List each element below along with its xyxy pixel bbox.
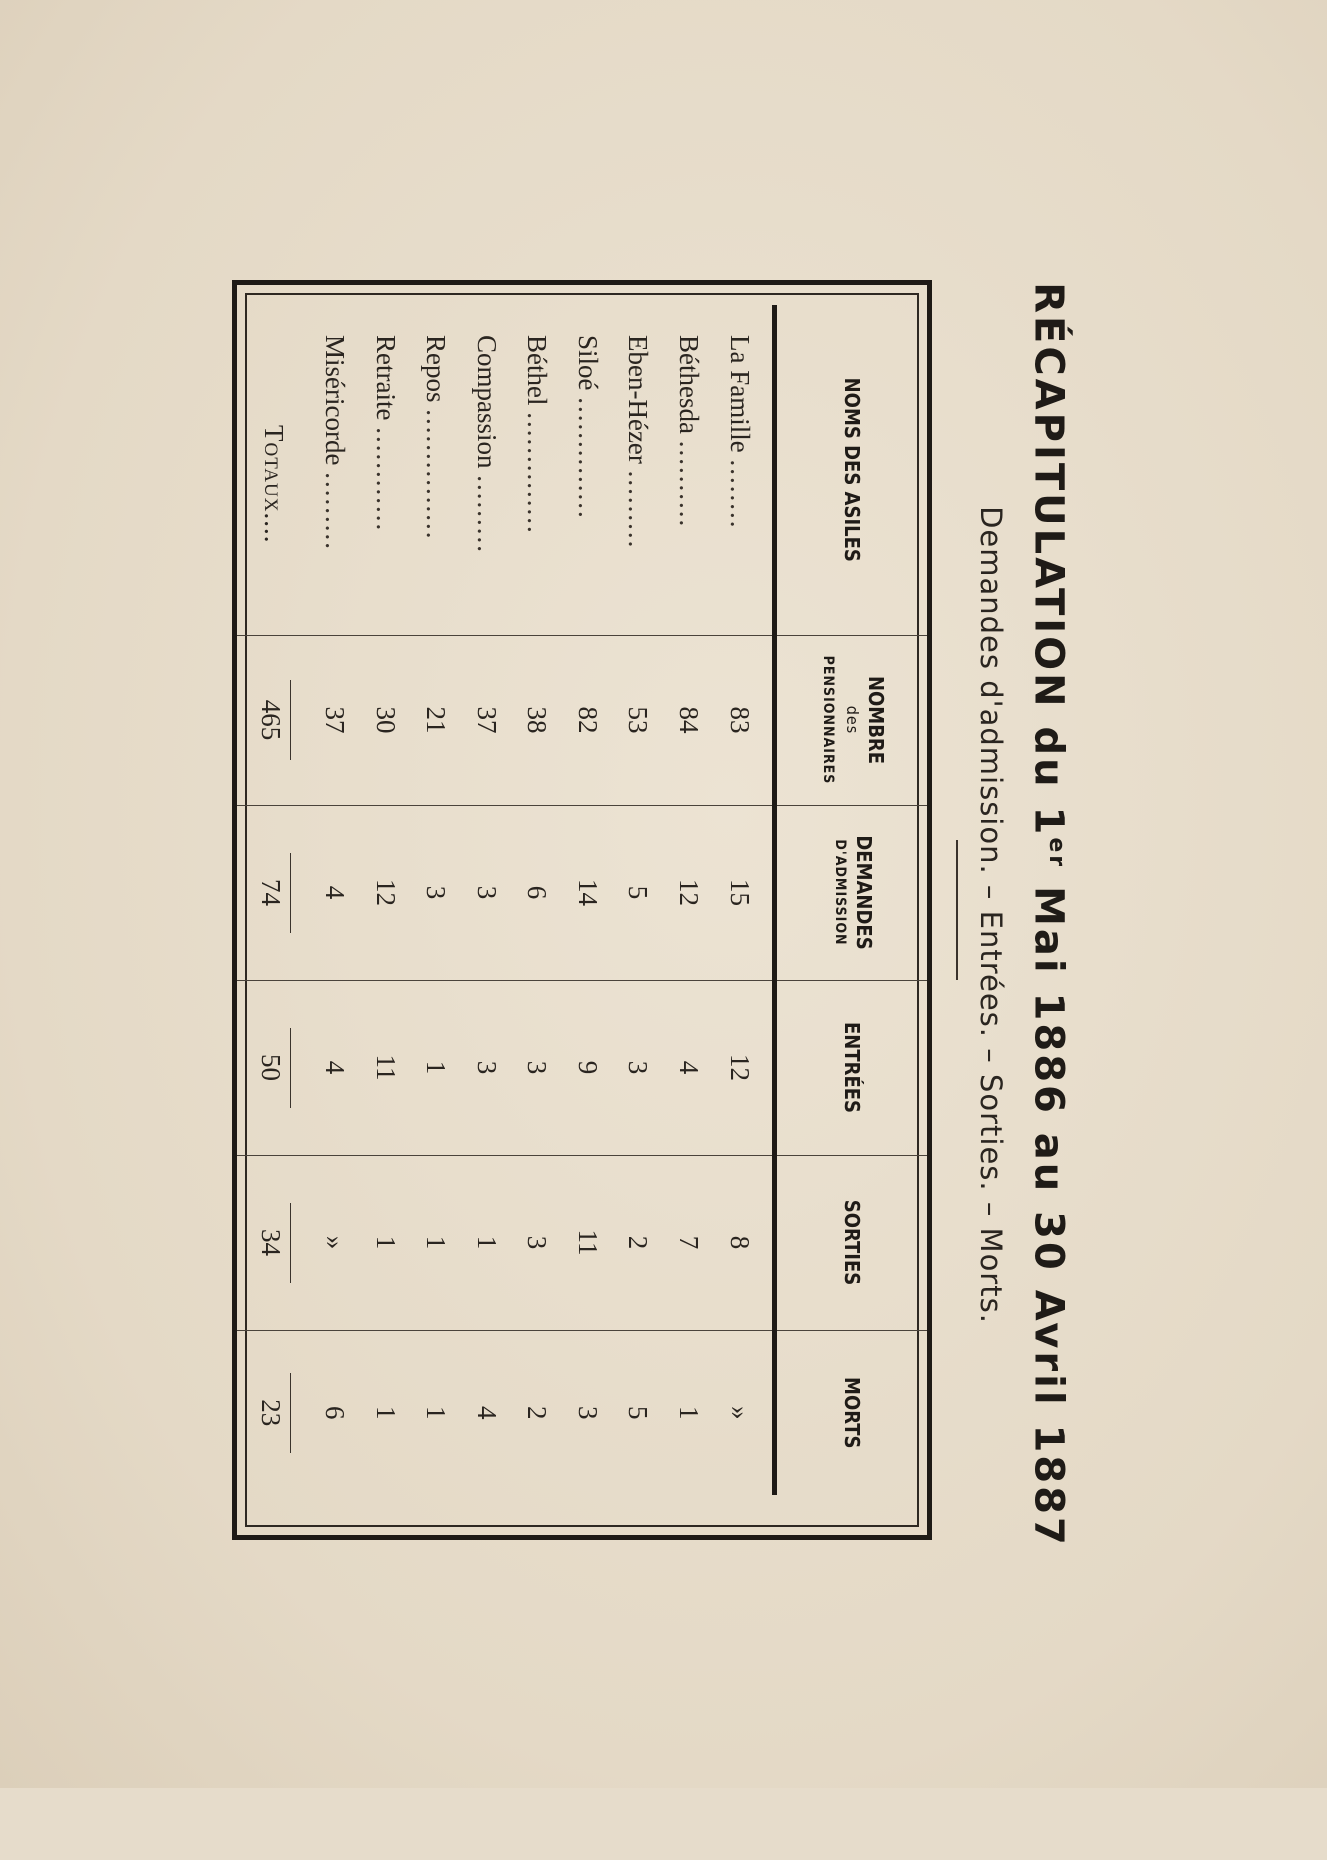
cell-entrees: 11: [360, 980, 411, 1155]
table-row: [562, 305, 613, 1495]
cell-pensionnaires: 82: [562, 635, 613, 805]
cell-entrees: 3: [613, 980, 664, 1155]
cell-morts: 1: [410, 1330, 461, 1495]
cell-demandes: 14: [562, 805, 613, 980]
cell-morts: 4: [461, 1330, 512, 1495]
header-name: NOMS DES ASILES: [775, 305, 928, 635]
cell-demandes: 3: [461, 805, 512, 980]
table-row: [410, 305, 461, 1495]
totals-label: Totaux....: [258, 425, 289, 544]
asile-name: Compassion .........: [471, 335, 502, 555]
header-entrees: ENTRÉES: [775, 980, 928, 1155]
cell-morts: 2: [512, 1330, 563, 1495]
cell-morts: 3: [562, 1330, 613, 1495]
cell-morts: 5: [613, 1330, 664, 1495]
cell-sorties: »: [309, 1155, 360, 1330]
asile-name: Repos ...............: [421, 335, 452, 541]
total-morts: 23: [237, 1330, 309, 1495]
cell-sorties: 1: [461, 1155, 512, 1330]
cell-morts: 1: [360, 1330, 411, 1495]
asile-name: Béthel ..............: [522, 335, 553, 535]
cell-pensionnaires: 53: [613, 635, 664, 805]
cell-sorties: 8: [714, 1155, 765, 1330]
title-superscript: er: [1044, 837, 1069, 870]
header-pensionnaires: NOMBRE des PENSIONNAIRES: [775, 635, 928, 805]
table-row: [512, 305, 563, 1495]
asile-name: La Famille ........: [724, 335, 755, 530]
asile-name: Eben-Hézer .........: [623, 335, 654, 550]
cell-pensionnaires: 21: [410, 635, 461, 805]
table-frame: [232, 280, 932, 1540]
asile-name: Retraite ............: [370, 335, 401, 533]
header-morts: MORTS: [775, 1330, 928, 1495]
asile-name: Miséricorde .........: [320, 335, 351, 551]
header-sorties: SORTIES: [775, 1155, 928, 1330]
cell-sorties: 2: [613, 1155, 664, 1330]
cell-pensionnaires: 37: [309, 635, 360, 805]
cell-demandes: 12: [663, 805, 714, 980]
cell-pensionnaires: 83: [714, 635, 765, 805]
table-row: [360, 305, 411, 1495]
cell-entrees: 9: [562, 980, 613, 1155]
page-title: [1025, 240, 1080, 1590]
total-pensionnaires: 465: [237, 635, 309, 805]
cell-entrees: 4: [309, 980, 360, 1155]
cell-demandes: 12: [360, 805, 411, 980]
table-row: [714, 305, 765, 1495]
total-demandes: 74: [237, 805, 309, 980]
cell-demandes: 6: [512, 805, 563, 980]
rotated-content: [80, 240, 1080, 1860]
total-sorties: 34: [237, 1155, 309, 1330]
title-suffix: Mai 1886 au 30 Avril 1887: [1025, 869, 1072, 1548]
cell-entrees: 1: [410, 980, 461, 1155]
cell-entrees: 12: [714, 980, 765, 1155]
title-rule: [956, 840, 958, 980]
table-row: [309, 305, 360, 1495]
cell-sorties: 1: [410, 1155, 461, 1330]
page-subtitle: Demandes d'admission. – Entrées. – Sorties. – Morts.: [974, 506, 1008, 1324]
header-row: [775, 305, 928, 1495]
cell-sorties: 3: [512, 1155, 563, 1330]
cell-pensionnaires: 30: [360, 635, 411, 805]
asile-name: Béthesda ..........: [673, 335, 704, 529]
cell-demandes: 5: [613, 805, 664, 980]
cell-entrees: 3: [461, 980, 512, 1155]
cell-pensionnaires: 84: [663, 635, 714, 805]
cell-pensionnaires: 38: [512, 635, 563, 805]
cell-demandes: 3: [410, 805, 461, 980]
cell-morts: 1: [663, 1330, 714, 1495]
cell-entrees: 4: [663, 980, 714, 1155]
cell-morts: 6: [309, 1330, 360, 1495]
cell-demandes: 4: [309, 805, 360, 980]
header-demandes: DEMANDES D'ADMISSION: [775, 805, 928, 980]
cell-morts: »: [714, 1330, 765, 1495]
cell-demandes: 15: [714, 805, 765, 980]
table-row: [461, 305, 512, 1495]
total-entrees: 50: [237, 980, 309, 1155]
cell-entrees: 3: [512, 980, 563, 1155]
cell-sorties: 1: [360, 1155, 411, 1330]
recap-table: [237, 305, 927, 1495]
table-row: [613, 305, 664, 1495]
cell-sorties: 11: [562, 1155, 613, 1330]
totals-row: [237, 305, 309, 1495]
table-row: [663, 305, 714, 1495]
cell-pensionnaires: 37: [461, 635, 512, 805]
asile-name: Siloé ..............: [572, 335, 603, 520]
cell-sorties: 7: [663, 1155, 714, 1330]
title-prefix: RÉCAPITULATION du 1: [1025, 282, 1072, 838]
